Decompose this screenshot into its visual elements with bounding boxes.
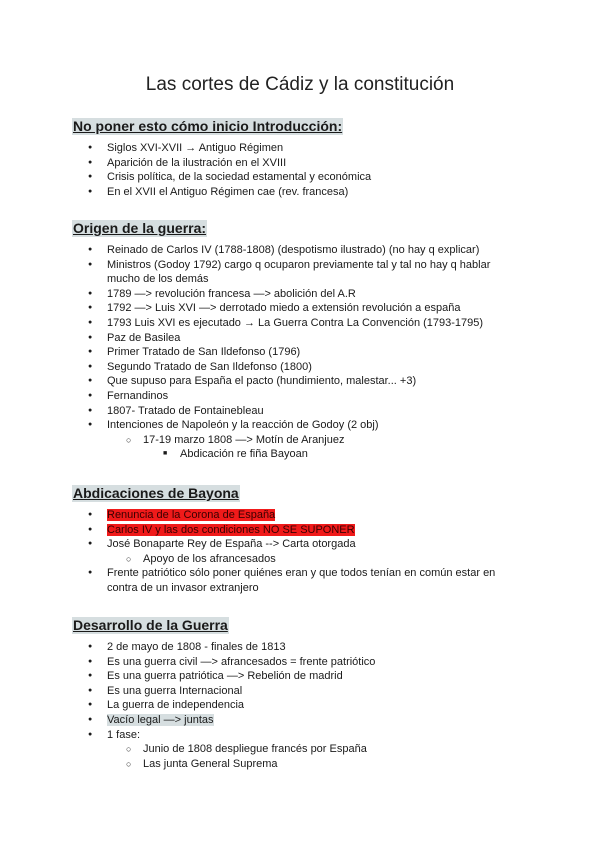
list-item: ● Intenciones de Napoleón y la reacción de Godoy (2 obj) bbox=[88, 418, 518, 433]
list-item: ● Es una guerra patriótica —> Rebelión de madrid bbox=[88, 669, 518, 684]
list-item: ● Crisis política, de la sociedad estamental y económica bbox=[88, 170, 518, 185]
list-item: ● Es una guerra Internacional bbox=[88, 684, 518, 699]
list-item: ● En el XVII el Antiguo Régimen cae (rev. francesa) bbox=[88, 185, 518, 200]
list-item: ● Aparición de la ilustración en el XVIII bbox=[88, 156, 518, 171]
document-title: Las cortes de Cádiz y la constitución bbox=[145, 74, 455, 95]
list-item: ● Fernandinos bbox=[88, 389, 518, 404]
list-item: ● Ministros (Godoy 1792) cargo q ocuparon previamente tal y tal no hay q hablar mucho de los demás bbox=[88, 258, 518, 287]
list-item: ● Segundo Tratado de San Ildefonso (1800) bbox=[88, 360, 518, 375]
list-origen-guerra bbox=[88, 243, 518, 462]
list-item: ■ Abdicación re fiña Bayoan bbox=[88, 447, 518, 462]
list-item: ● 1 fase: bbox=[88, 728, 518, 743]
list-item: ● 1789 —> revolución francesa —> abolición del A.R bbox=[88, 287, 518, 302]
list-item bbox=[88, 523, 518, 538]
list-item: ● Reinado de Carlos IV (1788-1808) (despotismo ilustrado) (no hay q explicar) bbox=[88, 243, 518, 258]
list-item: ○ 17-19 marzo 1808 —> Motín de Aranjuez bbox=[88, 433, 518, 448]
list-item: ● 1792 —> Luis XVI —> derrotado miedo a extensión revolución a españa bbox=[88, 301, 518, 316]
list-item: ○ Las junta General Suprema bbox=[88, 757, 518, 772]
heading-abdicaciones-bayona: Abdicaciones de Bayona bbox=[73, 485, 239, 501]
list-item: ● Siglos XVI-XVII → Antiguo Régimen bbox=[88, 141, 518, 156]
list-item: ● José Bonaparte Rey de España --> Carta otorgada bbox=[88, 537, 518, 552]
list-desarrollo-guerra bbox=[88, 640, 518, 771]
heading-origen-guerra: Origen de la guerra: bbox=[73, 220, 207, 236]
list-item: ● Es una guerra civil —> afrancesados = frente patriótico bbox=[88, 655, 518, 670]
list-introduccion bbox=[88, 141, 518, 199]
list-item: ● Primer Tratado de San Ildefonso (1796) bbox=[88, 345, 518, 360]
highlighted-text: Renuncia de la Corona de España bbox=[107, 509, 276, 521]
heading-desarrollo-guerra: Desarrollo de la Guerra bbox=[73, 617, 228, 633]
list-item: ● Paz de Basilea bbox=[88, 331, 518, 346]
list-item bbox=[88, 713, 518, 728]
list-item: ● 2 de mayo de 1808 - finales de 1813 bbox=[88, 640, 518, 655]
highlighted-text: Vacío legal —> juntas bbox=[107, 713, 214, 726]
list-item: ● La guerra de independencia bbox=[88, 698, 518, 713]
highlighted-text: Carlos IV y las dos condiciones NO SE SUPONER bbox=[107, 523, 355, 536]
list-item: ○ Apoyo de los afrancesados bbox=[88, 552, 518, 567]
list-item: ● Frente patriótico sólo poner quiénes eran y que todos tenían en común estar en contra de un invasor extranjero bbox=[88, 566, 518, 595]
heading-introduccion: No poner esto cómo inicio Introducción: bbox=[73, 118, 343, 134]
list-abdicaciones-bayona bbox=[88, 508, 518, 596]
list-item: ● Que supuso para España el pacto (hundimiento, malestar... +3) bbox=[88, 374, 518, 389]
list-item: ● 1793 Luis XVI es ejecutado → La Guerra Contra La Convención (1793-1795) bbox=[88, 316, 518, 331]
list-item bbox=[88, 508, 518, 523]
list-item: ● 1807- Tratado de Fontainebleau bbox=[88, 404, 518, 419]
list-item: ○ Junio de 1808 despliegue francés por España bbox=[88, 742, 518, 757]
